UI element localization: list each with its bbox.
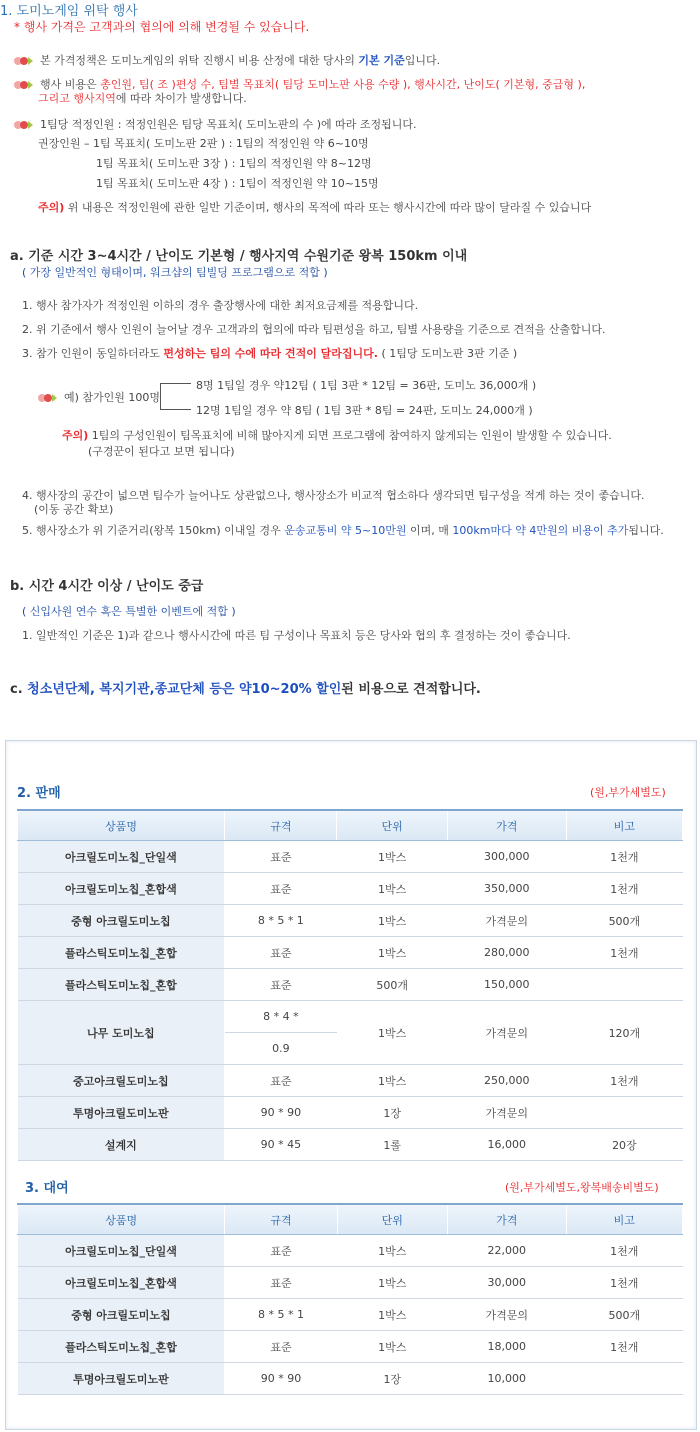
intro-p3-line2: 1팀 목표치( 도미노판 3장 ) : 1팀의 적정인원 약 8~12명 — [96, 157, 372, 170]
col-header: 규격 — [225, 1204, 337, 1235]
table-cell: 표준 — [225, 1235, 337, 1267]
table-cell: 1박스 — [337, 1331, 447, 1363]
product-name-cell: 아크릴도미노칩_단일색 — [18, 841, 225, 873]
bullet-icon — [14, 120, 32, 130]
table-cell: 표준 — [225, 937, 337, 969]
intro-p3-line1: 권장인원 – 1팀 목표치( 도미노판 2판 ) : 1팀의 적정인원 약 6~10명 — [38, 137, 369, 150]
col-header: 상품명 — [18, 1204, 225, 1235]
product-name-cell: 투명아크릴도미노판 — [18, 1097, 225, 1129]
table-cell: 500개 — [337, 969, 447, 1001]
col-header: 가격 — [447, 1204, 566, 1235]
table-cell: 8 * 4 * — [225, 1001, 337, 1033]
table-cell: 1천개 — [566, 841, 682, 873]
intro-p1: 본 가격정책은 도미노게임의 위탁 진행시 비용 산정에 대한 당사의 기본 기준입니다. — [14, 52, 440, 68]
table-row — [18, 969, 683, 1001]
table-cell — [566, 969, 682, 1001]
section-a-caution: 주의) 1팀의 구성인원이 팀목표치에 비해 많아지게 되면 프로그램에 참여하지 않게되는 인원이 발생할 수 있습니다. — [62, 429, 612, 442]
table-cell: 1박스 — [337, 1235, 447, 1267]
table-cell: 250,000 — [447, 1065, 566, 1097]
intro-p3: 1팀당 적정인원 : 적정인원은 팀당 목표치( 도미노판의 수 )에 따라 조정됩니다. — [14, 116, 417, 132]
product-name-cell: 나무 도미노칩 — [18, 1001, 225, 1065]
bullet-icon — [14, 80, 32, 90]
table-cell: 가격문의 — [447, 905, 566, 937]
table-cell: 500개 — [566, 905, 682, 937]
section-a-subtitle: ( 가장 일반적인 형태이며, 워크샵의 팀빌딩 프로그램으로 적합 ) — [22, 266, 328, 279]
section-b-item1: 1. 일반적인 기준은 1)과 같으나 행사시간에 따른 팀 구성이나 목표치 등은 당사와 협의 후 결정하는 것이 좋습니다. — [22, 629, 571, 642]
product-name-cell: 아크릴도미노칩_단일색 — [18, 1235, 225, 1267]
col-header: 가격 — [447, 810, 566, 841]
section-a-item1: 1. 행사 참가자가 적정인원 이하의 경우 출장행사에 대한 최저요금제를 적용합니다. — [22, 299, 419, 312]
price-notice: * 행사 가격은 고객과의 협의에 의해 변경될 수 있습니다. — [14, 20, 310, 34]
table-cell: 120개 — [566, 1001, 682, 1065]
table-cell: 90 * 45 — [225, 1129, 337, 1161]
sales-note: (원,부가세별도) — [590, 786, 666, 799]
col-header: 단위 — [337, 810, 447, 841]
table-row — [18, 1267, 683, 1299]
table-cell: 500개 — [566, 1299, 682, 1331]
product-name-cell: 투명아크릴도미노판 — [18, 1363, 225, 1395]
table-row — [18, 1299, 683, 1331]
table-row — [18, 937, 683, 969]
table-cell: 1박스 — [337, 905, 447, 937]
col-header: 비고 — [566, 1204, 682, 1235]
table-cell: 가격문의 — [447, 1001, 566, 1065]
table-cell: 1천개 — [566, 873, 682, 905]
section-a-title: a. 기준 시간 3~4시간 / 난이도 기본형 / 행사지역 수원기준 왕복 150km 이내 — [10, 249, 468, 264]
example-bracket — [160, 383, 191, 410]
table-cell: 1장 — [337, 1363, 447, 1395]
section-a-item2: 2. 위 기준에서 행사 인원이 늘어날 경우 고객과의 협의에 따라 팀편성을 하고, 팀별 사용량을 기준으로 견적을 산출합니다. — [22, 323, 606, 336]
col-header: 비고 — [566, 810, 682, 841]
table-cell: 가격문의 — [447, 1299, 566, 1331]
product-name-cell: 중형 아크릴도미노칩 — [18, 905, 225, 937]
table-cell: 1롤 — [337, 1129, 447, 1161]
table-cell: 1박스 — [337, 1001, 447, 1065]
col-header: 규격 — [225, 810, 337, 841]
table-cell: 1천개 — [566, 1065, 682, 1097]
table-cell: 1박스 — [337, 1065, 447, 1097]
example-label: 예) 참가인원 100명 — [38, 389, 160, 405]
table-cell: 1천개 — [566, 1267, 682, 1299]
table-cell: 1박스 — [337, 1299, 447, 1331]
table-cell: 1천개 — [566, 1235, 682, 1267]
product-name-cell: 플라스틱도미노칩_혼합 — [18, 1331, 225, 1363]
table-cell: 16,000 — [447, 1129, 566, 1161]
table-row — [18, 905, 683, 937]
bullet-icon — [14, 56, 32, 66]
table-cell: 표준 — [225, 841, 337, 873]
product-name-cell: 중형 아크릴도미노칩 — [18, 1299, 225, 1331]
rental-note: (원,부가세별도,왕복배송비별도) — [505, 1181, 659, 1194]
table-cell: 표준 — [225, 969, 337, 1001]
section-a-item3: 3. 참가 인원이 동일하더라도 편성하는 팀의 수에 따라 견적이 달라집니다. ( 1팀당 도미노판 3판 기준 ) — [22, 347, 518, 360]
table-cell: 1천개 — [566, 937, 682, 969]
sales-table — [17, 809, 683, 1161]
section-b-title: b. 시간 4시간 이상 / 난이도 중급 — [10, 579, 204, 594]
table-row — [18, 841, 683, 873]
table-cell: 150,000 — [447, 969, 566, 1001]
table-cell: 1박스 — [337, 873, 447, 905]
table-cell: 1박스 — [337, 937, 447, 969]
section-a-item4-b: (이동 공간 확보) — [34, 503, 114, 516]
bullet-icon — [38, 393, 56, 403]
example-1: 8명 1팀일 경우 약12팀 ( 1팀 3판 * 12팀 = 36판, 도미노 36,000개 ) — [196, 379, 537, 392]
product-name-cell: 중고아크릴도미노칩 — [18, 1065, 225, 1097]
section-a-item4: 4. 행사장의 공간이 넓으면 팀수가 늘어나도 상관없으나, 행사장소가 비교적 협소하다 생각되면 팀구성을 적게 하는 것이 좋습니다. — [22, 489, 645, 502]
table-cell: 280,000 — [447, 937, 566, 969]
table-cell: 90 * 90 — [225, 1363, 337, 1395]
product-name-cell: 아크릴도미노칩_혼합색 — [18, 873, 225, 905]
table-cell: 1박스 — [337, 841, 447, 873]
rental-table — [17, 1203, 683, 1395]
section-a-caution-2: (구경꾼이 된다고 보면 됩니다) — [88, 445, 235, 458]
product-name-cell: 아크릴도미노칩_혼합색 — [18, 1267, 225, 1299]
rental-title: 3. 대여 — [25, 1181, 69, 1196]
section-a-item5: 5. 행사장소가 위 기준거리(왕복 150km) 이내일 경우 운송교통비 약 5~10만원 이며, 매 100km마다 약 4만원의 비용이 추가됩니다. — [22, 524, 664, 537]
table-row — [18, 1097, 683, 1129]
table-row — [18, 1065, 683, 1097]
table-cell: 표준 — [225, 1267, 337, 1299]
intro-p2-cont: 그리고 행사지역에 따라 차이가 발생합니다. — [38, 92, 247, 105]
table-cell: 18,000 — [447, 1331, 566, 1363]
table-cell: 1천개 — [566, 1331, 682, 1363]
table-cell: 표준 — [225, 1331, 337, 1363]
table-cell: 표준 — [225, 1065, 337, 1097]
product-name-cell: 플라스틱도미노칩_혼합 — [18, 969, 225, 1001]
table-cell: 가격문의 — [447, 1097, 566, 1129]
product-name-cell: 설계지 — [18, 1129, 225, 1161]
table-row — [18, 1129, 683, 1161]
table-cell: 1박스 — [337, 1267, 447, 1299]
table-cell: 350,000 — [447, 873, 566, 905]
col-header: 단위 — [337, 1204, 447, 1235]
table-cell: 300,000 — [447, 841, 566, 873]
section-c-text: c. 청소년단체, 복지기관,종교단체 등은 약10~20% 할인된 비용으로 견적합니다. — [10, 682, 481, 697]
page-title: 1. 도미노게임 위탁 행사 — [0, 4, 138, 19]
table-cell: 1장 — [337, 1097, 447, 1129]
table-cell: 30,000 — [447, 1267, 566, 1299]
table-cell — [566, 1097, 682, 1129]
table-cell: 표준 — [225, 873, 337, 905]
table-row — [18, 1363, 683, 1395]
intro-p2: 행사 비용은 총인원, 팀( 조 )편성 수, 팀별 목표치( 팀당 도미노판 사용 수량 ), 행사시간, 난이도( 기본형, 중급형 ), — [14, 76, 585, 92]
table-row — [18, 1331, 683, 1363]
table-cell: 10,000 — [447, 1363, 566, 1395]
section-b-subtitle: ( 신입사원 연수 혹은 특별한 이벤트에 적합 ) — [22, 605, 236, 618]
col-header: 상품명 — [18, 810, 225, 841]
product-name-cell: 플라스틱도미노칩_혼합 — [18, 937, 225, 969]
table-row — [18, 873, 683, 905]
sales-title: 2. 판매 — [17, 786, 61, 801]
table-row — [18, 1235, 683, 1267]
table-row — [18, 1001, 683, 1033]
table-cell: 8 * 5 * 1 — [225, 1299, 337, 1331]
intro-caution: 주의) 위 내용은 적정인원에 관한 일반 기준이며, 행사의 목적에 따라 또는 행사시간에 따라 많이 달라질 수 있습니다 — [38, 201, 592, 214]
table-cell: 90 * 90 — [225, 1097, 337, 1129]
table-cell: 22,000 — [447, 1235, 566, 1267]
table-cell — [566, 1363, 682, 1395]
intro-p3-line3: 1팀 목표치( 도미노판 4장 ) : 1팀이 적정인원 약 10~15명 — [96, 177, 379, 190]
table-cell: 8 * 5 * 1 — [225, 905, 337, 937]
table-cell: 0.9 — [225, 1033, 337, 1065]
table-cell: 20장 — [566, 1129, 682, 1161]
example-2: 12명 1팀일 경우 약 8팀 ( 1팀 3판 * 8팀 = 24판, 도미노 24,000개 ) — [196, 404, 533, 417]
